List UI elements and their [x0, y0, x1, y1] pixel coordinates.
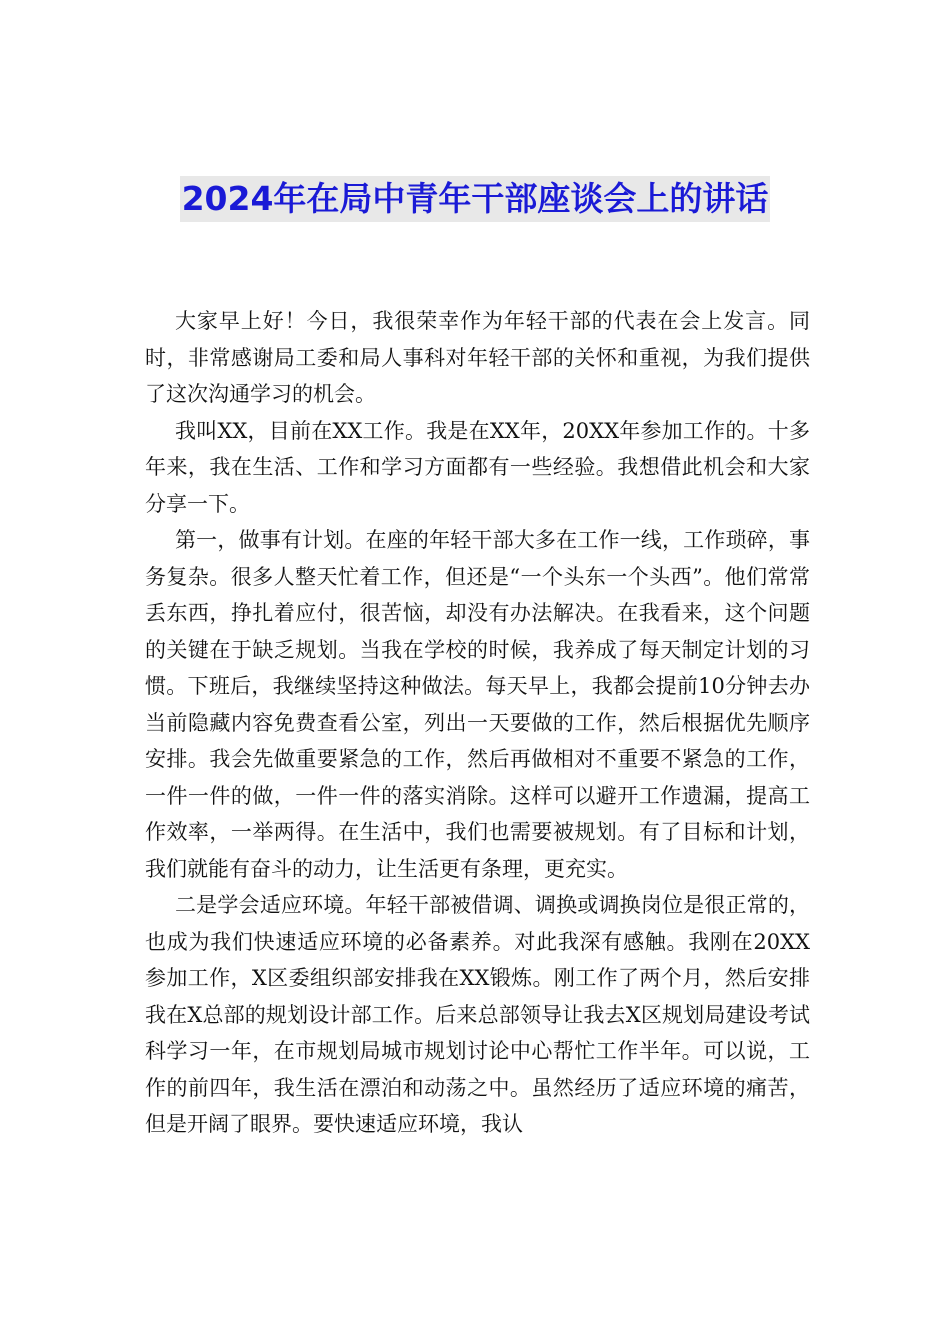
paragraph-greeting: 大家早上好！今日，我很荣幸作为年轻干部的代表在会上发言。同时，非常感谢局工委和局人事科对年轻干部的关怀和重视，为我们提供了这次沟通学习的机会。: [145, 309, 810, 406]
title-container: [0, 176, 950, 222]
paragraph-introduction: 我叫XX，目前在XX工作。我是在XX年，20XX年参加工作的。十多年来，我在生活、工作和学习方面都有一些经验。我想借此机会和大家分享一下。: [145, 418, 810, 516]
document-body: [145, 303, 810, 1143]
paragraph-planning: 第一，做事有计划。在座的年轻干部大多在工作一线，工作琐碎，事务复杂。很多人整天忙着工作，但还是“一个头东一个头西”。他们常常丢东西，挣扎着应付，很苦恼，却没有办法解决。在我看来，这个问题的关键在于缺乏规划。当我在学校的时候，我养成了每天制定计划的习惯。下班后，我继续坚持这种做法。每天早上，我都会提前10分钟去办当前隐藏内容免费查看公室，列出一天要做的工作，然后根据优先顺序安排。我会先做重要紧急的工作，然后再做相对不重要不紧急的工作，一件一件的做，一件一件的落实消除。这样可以避开工作遗漏，提高工作效率，一举两得。在生活中，我们也需要被规划。有了目标和计划，我们就能有奋斗的动力，让生活更有条理，更充实。: [145, 528, 810, 881]
paragraph-adapting: 二是学会适应环境。年轻干部被借调、调换或调换岗位是很正常的，也成为我们快速适应环境的必备素养。对此我深有感触。我刚在20XX参加工作，X区委组织部安排我在XX锻炼。刚工作了两个月，然后安排我在X总部的规划设计部工作。后来总部领导让我去X区规划局建设考试科学习一年，在市规划局城市规划讨论中心帮忙工作半年。可以说，工作的前四年，我生活在漂泊和动荡之中。虽然经历了适应环境的痛苦，但是开阔了眼界。要快速适应环境，我认: [145, 893, 810, 1136]
document-title: 2024年在局中青年干部座谈会上的讲话: [180, 176, 771, 222]
